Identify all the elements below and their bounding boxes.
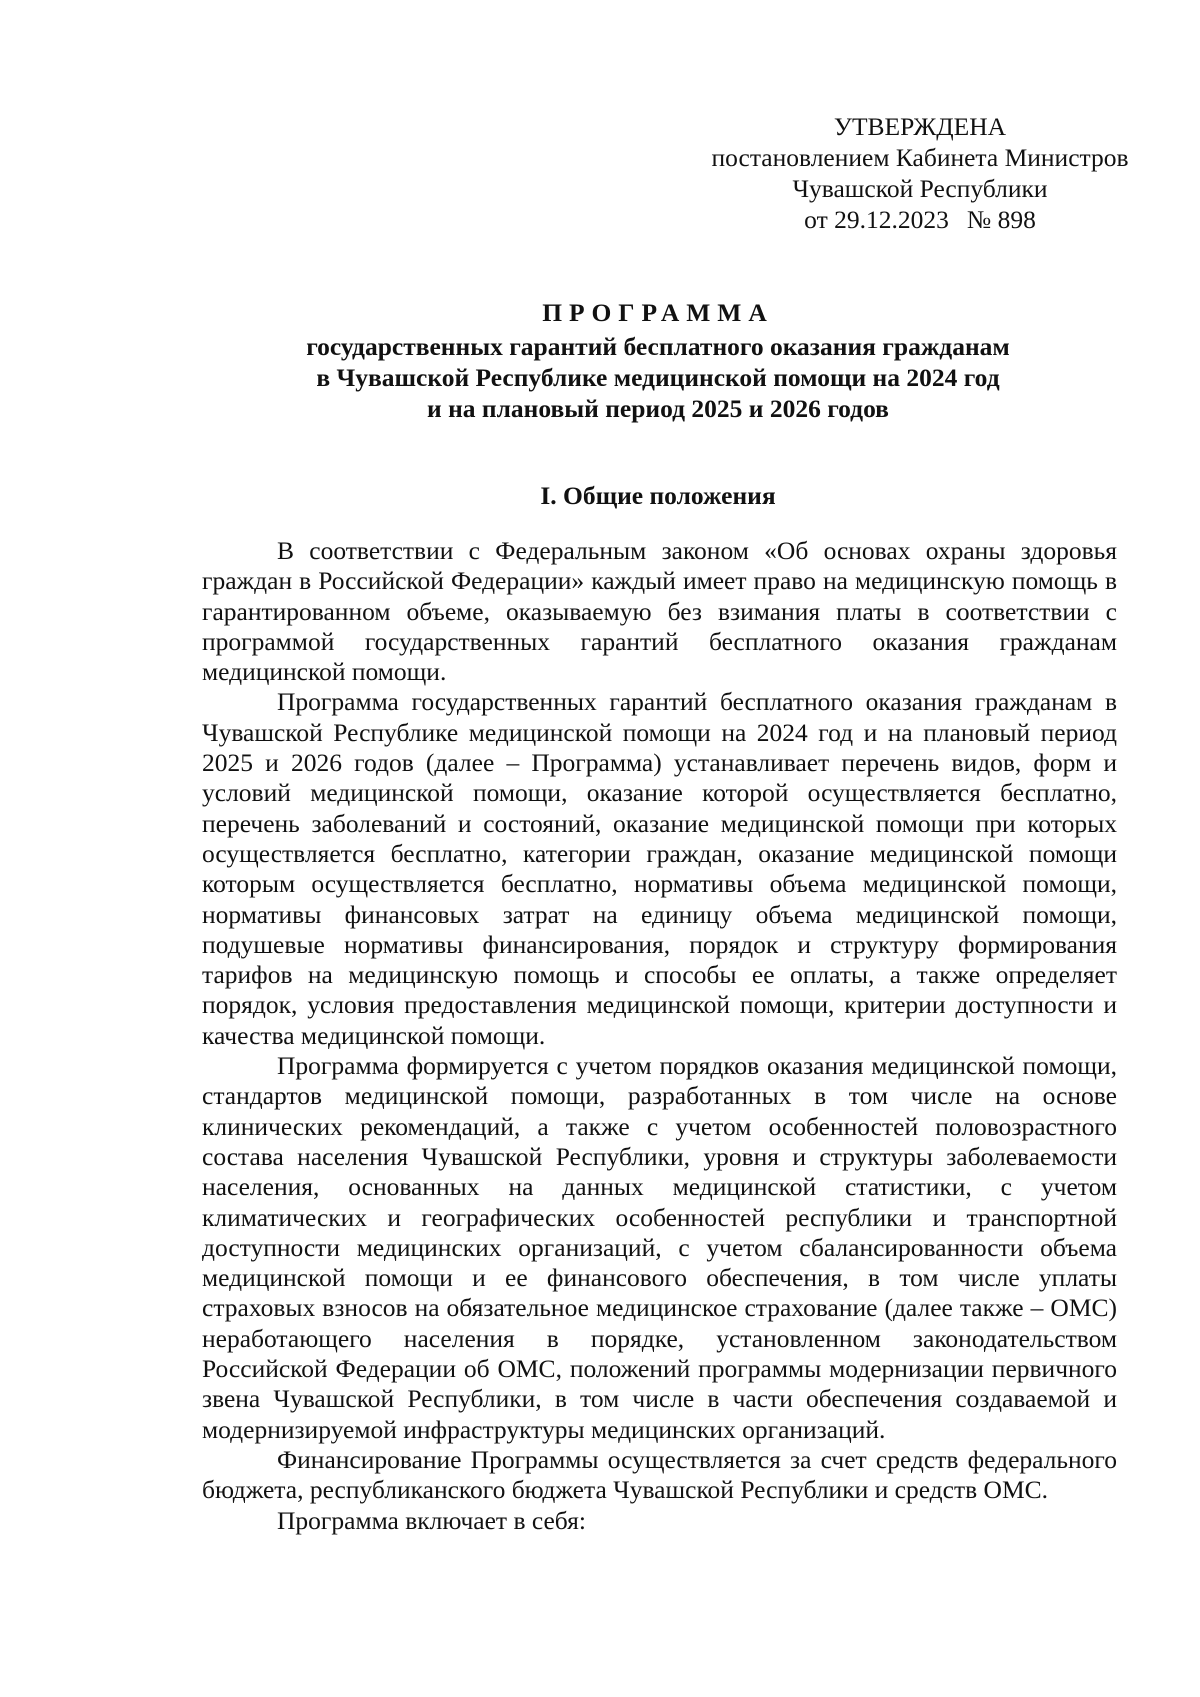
approval-number: № 898 xyxy=(966,205,1036,234)
approval-line-date-number xyxy=(690,204,1150,235)
document-title-block xyxy=(200,297,1116,424)
section-heading: I. Общие положения xyxy=(540,481,776,510)
body-paragraph: Программа государственных гарантий бесплатного оказания гражданам в Чувашской Республике медицинской помощи на 2024 год и на плановый период 2025 и 2026 годов (далее – Программа) устанавливает перечень видов, форм и условий медицинской помощи, оказание которой осуществляется бесплатно, перечень заболеваний и состояний, оказание медицинской помощи при которых осуществляется бесплатно, категории граждан, оказание медицинской помощи которым осуществляется бесплатно, нормативы объема медицинской помощи, нормативы финансовых затрат на единицу объема медицинской помощи, подушевые нормативы финансирования, порядок и структуру формирования тарифов на медицинскую помощь и способы ее оплаты, а также определяет порядок, условия предоставления медицинской помощи, критерии доступности и качества медицинской помощи. xyxy=(202,687,1117,1050)
body-paragraph: В соответствии с Федеральным законом «Об основах охраны здоровья граждан в Российской Федерации» каждый имеет право на медицинскую помощь в гарантированном объеме, оказываемую без взимания платы в соответствии с программой государственных гарантий бесплатного оказания гражданам медицинской помощи. xyxy=(202,536,1117,687)
document-title: ПРОГРАММА xyxy=(542,298,774,327)
approval-line-republic: Чувашской Республики xyxy=(792,174,1048,203)
body-paragraph: Программа формируется с учетом порядков оказания медицинской помощи, стандартов медицинской помощи, разработанных в том числе на основе клинических рекомендаций, а также с учетом особенностей половозрастного состава населения Чувашской Республики, уровня и структуры заболеваемости населения, основанных на данных медицинской статистики, с учетом климатических и географических особенностей республики и транспортной доступности медицинских организаций, с учетом сбалансированности объема медицинской помощи и ее финансового обеспечения, в том числе уплаты страховых взносов на обязательное медицинское страхование (далее также – ОМС) неработающего населения в порядке, установленном законодательством Российской Федерации об ОМС, положений программы модернизации первичного звена Чувашской Республики, в том числе в части обеспечения создаваемой и модернизируемой инфраструктуры медицинских организаций. xyxy=(202,1051,1117,1444)
document-body xyxy=(202,536,1117,1536)
approval-line-approved: УТВЕРЖДЕНА xyxy=(833,112,1007,141)
approval-line-resolution: постановлением Кабинета Министров xyxy=(711,143,1129,172)
document-subtitle-line-3: и на плановый период 2025 и 2026 годов xyxy=(427,394,889,423)
body-paragraph: Программа включает в себя: xyxy=(277,1505,586,1535)
document-subtitle-line-2: в Чувашской Республике медицинской помощи на 2024 год xyxy=(316,363,1000,392)
approval-date: от 29.12.2023 xyxy=(804,205,949,234)
document-subtitle-line-1: государственных гарантий бесплатного оказания гражданам xyxy=(306,332,1010,361)
body-paragraph: Финансирование Программы осуществляется за счет средств федерального бюджета, республиканского бюджета Чувашской Республики и средств ОМС. xyxy=(202,1444,1117,1505)
approval-stamp-block xyxy=(690,111,1150,235)
